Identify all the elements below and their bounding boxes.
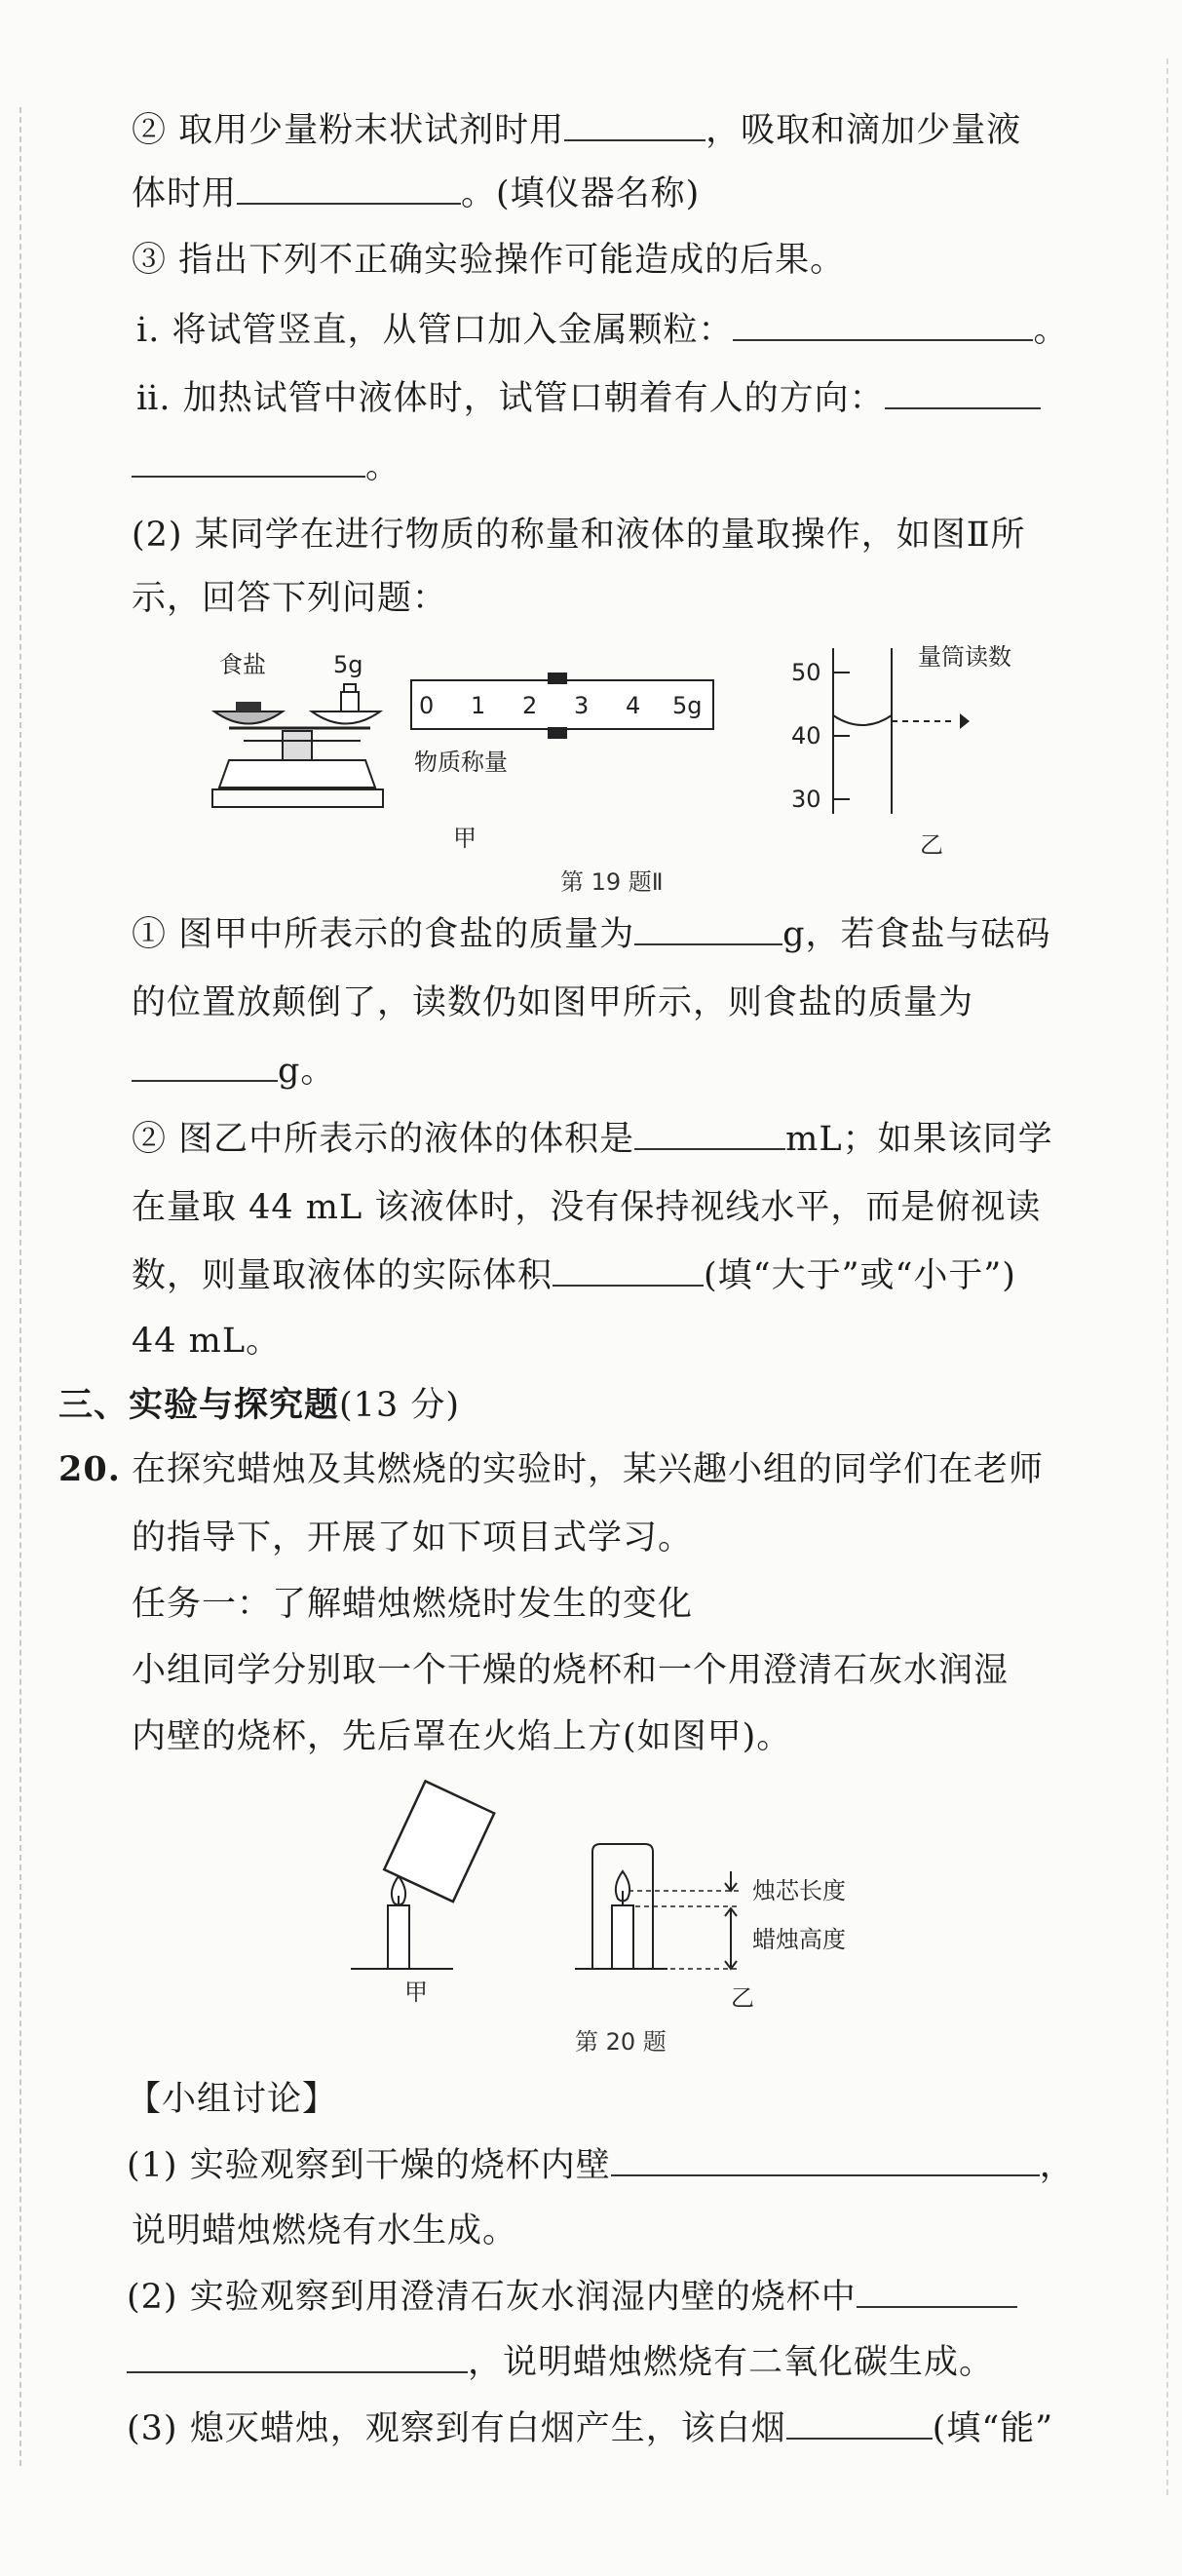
answer-blank[interactable] [132,446,365,478]
q20-discussion-heading: 【小组讨论】 [127,2080,338,2119]
answer-blank[interactable] [611,2145,1040,2176]
answer-blank[interactable] [634,914,782,945]
q19-item3-ii: ⅱ. 加热试管中液体时，试管口朝着有人的方向： [136,375,1041,422]
candle-yi [575,1844,741,1969]
figure-20 [331,1774,916,2008]
q19-item3-ii-cont: 。 [132,443,400,490]
q19-part2-line1: (2) 某同学在进行物质的称量和液体的量取操作，如图Ⅱ所 [132,516,1026,555]
candle-jia [351,1781,494,1969]
q19-item2-line2: 体时用 。(填仪器名称) [132,174,701,213]
ruler-caption: 物质称量 [414,749,508,776]
q19-2-item2-line1: ② 图乙中所表示的液体的体积是 mL；如果该同学 [132,1120,1053,1159]
label-candle-height: 蜡烛高度 [752,1926,846,1953]
figure-20-right-label: 乙 [731,1984,754,2008]
cylinder-title: 量筒读数 [918,643,1011,671]
figure-19-caption: 第 19 题Ⅱ [560,868,664,896]
figure-20-left-label: 甲 [404,1979,428,2006]
section-3-heading: 三、实验与探究题(13 分) [58,1385,460,1425]
q19-2-item1-line2: 的位置放颠倒了，读数仍如图甲所示，则食盐的质量为 [132,983,974,1022]
figure-19-ii [195,634,1052,877]
q19-item3: ③ 指出下列不正确实验操作可能造成的后果。 [132,241,846,280]
answer-blank[interactable] [857,2277,1017,2308]
q20-d2-line1: (2) 实验观察到用澄清石灰水润湿内壁的烧杯中 [127,2274,1017,2321]
graduated-cylinder [791,648,970,814]
q19-2-item2-line2: 在量取 44 mL 该液体时，没有保持视线水平，而是俯视读 [132,1188,1042,1227]
answer-blank[interactable] [127,2342,468,2373]
q19-item3-i: ⅰ. 将试管竖直，从管口加入金属颗粒： 。 [136,311,1069,350]
answer-blank[interactable] [634,1119,785,1150]
answer-blank[interactable] [564,110,705,141]
cylinder-tick-40: 40 [791,722,821,750]
balance-scale [212,684,383,807]
ruler-tick-0: 0 [419,692,435,719]
label-salt: 食盐 [219,651,266,678]
q19-part2-line2: 示，回答下列问题： [132,579,448,618]
figure-20-caption: 第 20 题 [575,2028,667,2056]
q20-d2-line2: ，说明蜡烛燃烧有二氧化碳生成。 [127,2339,994,2386]
ruler-tick-3: 3 [574,692,590,719]
q20-line1: 在探究蜡烛及其燃烧的实验时，某兴趣小组的同学们在老师 [132,1450,1045,1489]
label-weight: 5g [333,651,363,678]
q20-line3: 小组同学分别取一个干燥的烧杯和一个用澄清石灰水润湿 [132,1651,1010,1690]
figure-right-label: 乙 [920,831,943,859]
answer-blank[interactable] [786,2408,933,2440]
q19-2-item2-line4: 44 mL。 [132,1322,282,1361]
label-wick-length: 烛芯长度 [752,1877,846,1904]
q20-line4: 内壁的烧杯，先后罩在火焰上方(如图甲)。 [132,1717,792,1756]
answer-blank[interactable] [237,173,461,205]
ruler-tick-5: 5g [672,692,703,719]
binding-margin-line [19,107,21,2466]
ruler-tick-1: 1 [471,692,486,719]
q20-d1-line2: 说明蜡烛燃烧有水生成。 [132,2211,518,2250]
ruler [411,673,713,739]
q19-2-item2-line3: 数，则量取液体的实际体积 (填“大于”或“小于”) [132,1256,1016,1295]
answer-blank[interactable] [885,378,1041,409]
answer-blank[interactable] [132,1051,278,1082]
q19-2-item1-line3: g。 [132,1048,335,1095]
ruler-tick-4: 4 [626,692,641,719]
q19-item2-line1: ② 取用少量粉末状试剂时用 ，吸取和滴加少量液 [132,111,1022,150]
q20-line2: 的指导下，开展了如下项目式学习。 [132,1519,694,1557]
cylinder-tick-30: 30 [791,786,821,813]
q19-2-item1-line1: ① 图甲中所表示的食盐的质量为 g，若食盐与砝码 [132,915,1051,954]
figure-left-label: 甲 [453,825,477,852]
q20-task1: 任务一：了解蜡烛燃烧时发生的变化 [132,1585,694,1624]
right-margin-line [1166,58,1168,2495]
cylinder-tick-50: 50 [791,659,821,686]
ruler-tick-2: 2 [522,692,538,719]
answer-blank[interactable] [733,310,1033,341]
q20-number: 20. [58,1449,121,1489]
answer-blank[interactable] [553,1255,704,1287]
q20-d3-line1: (3) 熄灭蜡烛，观察到有白烟产生，该白烟 (填“能” [127,2409,1054,2448]
q20-d1-line1: (1) 实验观察到干燥的烧杯内壁 ， [127,2146,1075,2185]
